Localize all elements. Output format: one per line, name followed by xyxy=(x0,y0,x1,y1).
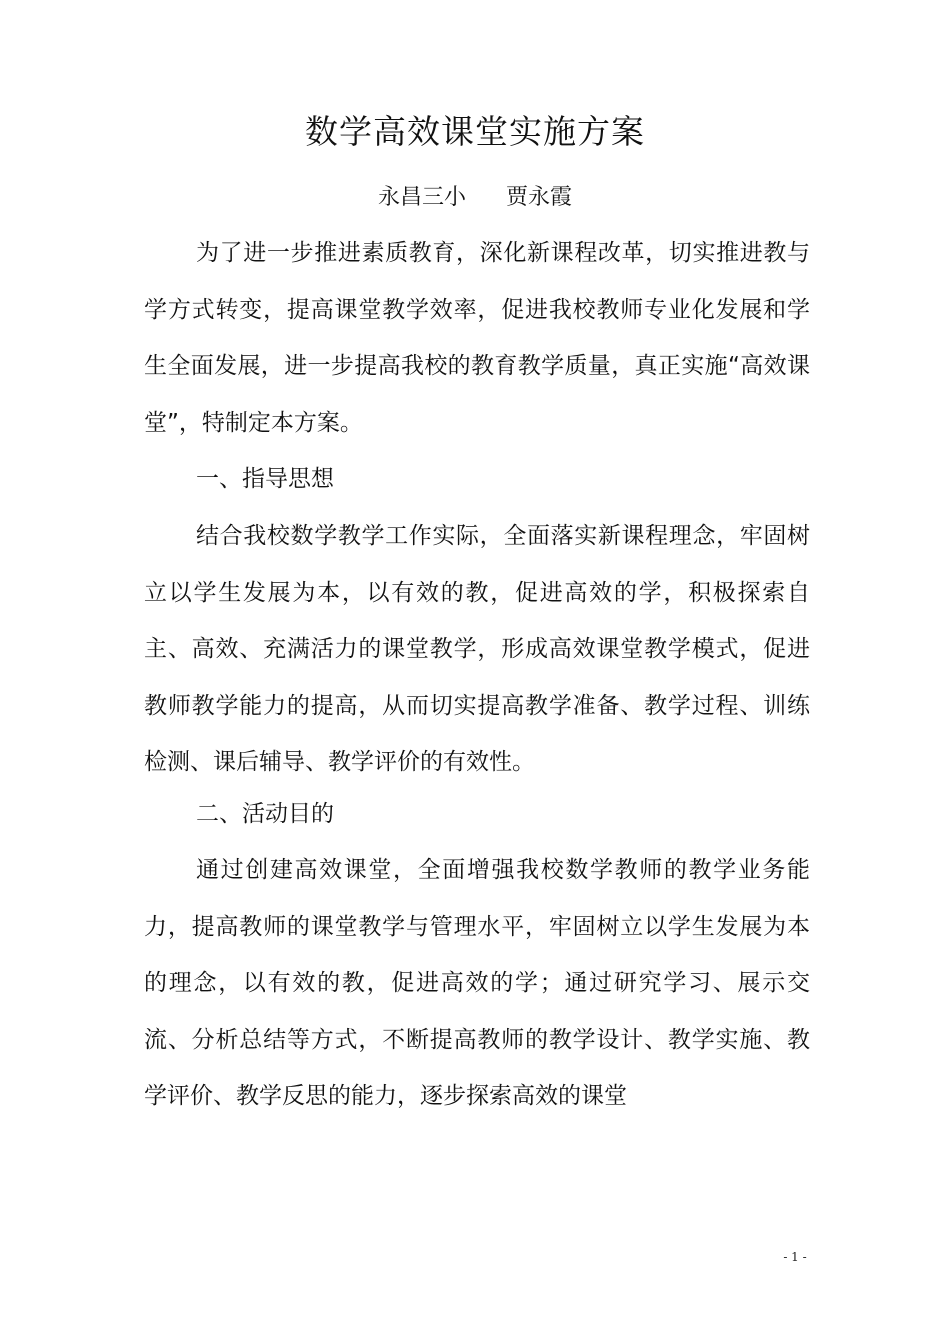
activity-purpose-paragraph: 通过创建高效课堂，全面增强我校数学教师的教学业务能力，提高教师的课堂教学与管理水平，牢固树立以学生发展为本的理念，以有效的教，促进高效的学；通过研究学习、展示交流、分析总结等方式，不断提高教师的教学设计、教学实施、教学评价、教学反思的能力，逐步探索高效的课堂 xyxy=(144,857,810,1109)
intro-paragraph: 为了进一步推进素质教育，深化新课程改革，切实推进教与学方式转变，提高课堂教学效率，促进我校教师专业化发展和学生全面发展，进一步提高我校的教育教学质量，真正实施“高效课堂”，特制定本方案。 xyxy=(144,240,810,436)
school-name: 永昌三小 xyxy=(377,185,466,210)
author-line xyxy=(0,183,950,213)
guiding-ideology-paragraph: 结合我校数学教学工作实际，全面落实新课程理念，牢固树立以学生发展为本，以有效的教，促进高效的学，积极探索自主、高效、充满活力的课堂教学，形成高效课堂教学模式，促进教师教学能力的提高，从而切实提高教学准备、教学过程、训练检测、课后辅导、教学评价的有效性。 xyxy=(144,523,810,775)
section-heading-guiding-ideology: 一、指导思想 xyxy=(196,466,334,492)
page-number: - 1 - xyxy=(783,1250,807,1264)
author-name: 贾永霞 xyxy=(506,185,573,210)
document-title: 数学高效课堂实施方案 xyxy=(305,112,645,151)
section-heading-activity-purpose: 二、活动目的 xyxy=(196,801,334,827)
